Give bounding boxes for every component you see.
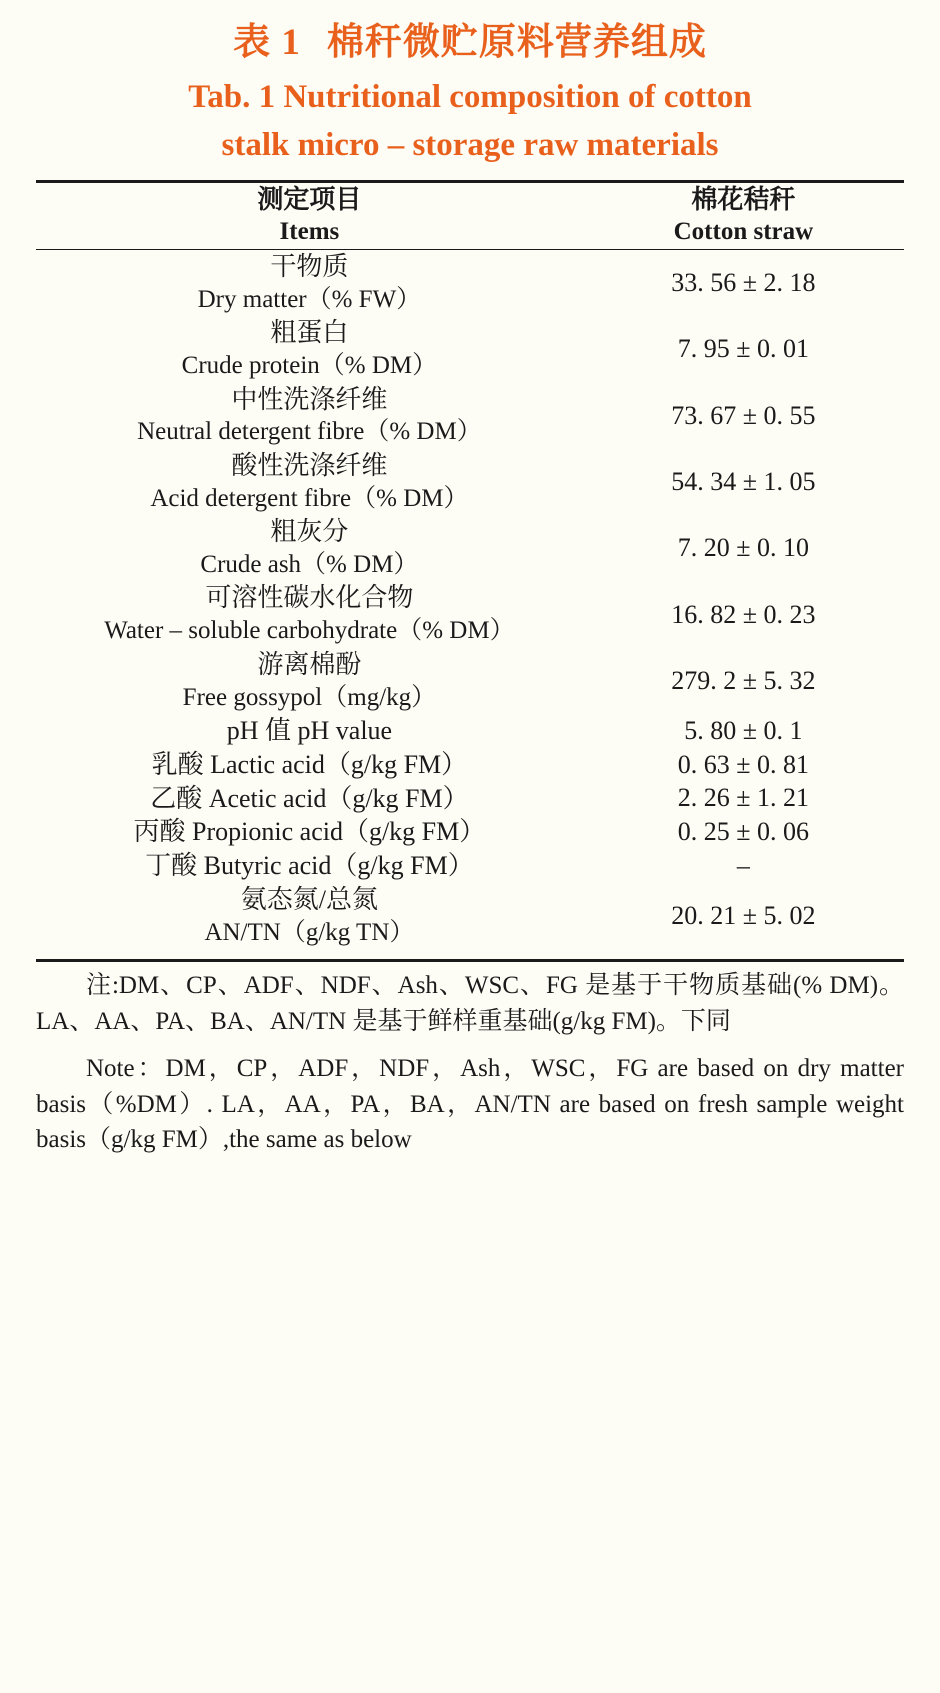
header-items-en: Items (279, 218, 340, 246)
row-label (36, 815, 583, 849)
row-label (36, 515, 583, 581)
row-value-cell (583, 883, 904, 949)
row-value-cell (583, 648, 904, 714)
row-value-cell (583, 782, 904, 816)
row-value-cell (583, 849, 904, 883)
table-header-row (36, 183, 904, 249)
table-row (36, 883, 904, 949)
row-value-cell (583, 515, 904, 581)
row-label (36, 782, 583, 816)
row-label (36, 849, 583, 883)
row-label-en: Crude protein（% DM） (181, 352, 438, 380)
row-value: 5. 80 ± 0. 1 (684, 715, 803, 745)
row-value-cell (583, 581, 904, 647)
table-notes (36, 968, 904, 1158)
table-row (36, 515, 904, 581)
caption-chinese-number: 表 1 (233, 22, 301, 63)
row-label-single: 乳酸 Lactic acid（g/kg FM） (151, 749, 468, 779)
row-label-single: 丁酸 Butyric acid（g/kg FM） (145, 851, 474, 881)
row-label (36, 250, 583, 316)
table-row (36, 815, 904, 849)
caption-english-line2: stalk micro – storage raw materials (221, 126, 719, 163)
row-value: 7. 95 ± 0. 01 (677, 334, 810, 364)
table-caption (36, 18, 904, 170)
row-value-cell (583, 815, 904, 849)
header-cotton-cn: 棉花秸秆 (691, 184, 796, 214)
table-row (36, 849, 904, 883)
caption-english-line1: Tab. 1 Nutritional composition of cotton (188, 78, 752, 115)
table-row (36, 316, 904, 382)
header-cell-cotton-straw (583, 183, 904, 249)
row-label-cn: 粗灰分 (270, 517, 349, 547)
row-label-en: Dry matter（% FW） (197, 285, 422, 313)
row-value: 33. 56 ± 2. 18 (671, 268, 816, 298)
row-label (36, 581, 583, 647)
row-label-cn: 可溶性碳水化合物 (205, 583, 414, 613)
row-label-single: pH 值 pH value (226, 716, 393, 745)
table-row (36, 383, 904, 449)
table-row (36, 648, 904, 714)
caption-english (36, 74, 904, 170)
row-value: 16. 82 ± 0. 23 (671, 599, 816, 629)
row-label-single: 乙酸 Acetic acid（g/kg FM） (150, 783, 469, 813)
table-bottom-rule (36, 959, 904, 962)
row-value: 279. 2 ± 5. 32 (671, 665, 816, 695)
row-label (36, 883, 583, 949)
row-label (36, 714, 583, 748)
row-label-cn: 中性洗涤纤维 (231, 384, 388, 414)
row-label (36, 449, 583, 515)
row-value-cell (583, 449, 904, 515)
row-value: 0. 63 ± 0. 81 (677, 749, 810, 779)
table-row (36, 581, 904, 647)
row-label-en: Acid detergent fibre（% DM） (150, 484, 469, 512)
row-label (36, 383, 583, 449)
row-label (36, 748, 583, 782)
row-label-cn: 粗蛋白 (270, 318, 349, 348)
nutrition-table (36, 183, 904, 249)
row-label (36, 316, 583, 382)
row-value: – (736, 851, 750, 881)
row-label-en: Free gossypol（mg/kg） (182, 683, 437, 711)
row-value: 7. 20 ± 0. 10 (677, 533, 810, 563)
caption-chinese-text: 棉秆微贮原料营养组成 (326, 22, 707, 63)
table-row (36, 250, 904, 316)
row-label-cn: 游离棉酚 (257, 649, 362, 679)
table-row (36, 782, 904, 816)
row-label-en: AN/TN（g/kg TN） (204, 918, 415, 946)
row-value: 20. 21 ± 5. 02 (671, 901, 816, 931)
row-label-en: Neutral detergent fibre（% DM） (137, 418, 482, 446)
note-chinese: 注:DM、CP、ADF、NDF、Ash、WSC、FG 是基于干物质基础(% DM)。LA、AA、PA、BA、AN/TN 是基于鲜样重基础(g/kg FM)。下同 (36, 972, 904, 1035)
row-value: 0. 25 ± 0. 06 (677, 817, 810, 847)
table-row (36, 449, 904, 515)
row-value-cell (583, 383, 904, 449)
row-value: 73. 67 ± 0. 55 (671, 400, 816, 430)
row-label-cn: 酸性洗涤纤维 (231, 450, 388, 480)
row-value-cell (583, 714, 904, 748)
row-value-cell (583, 748, 904, 782)
note-english: Note：DM，CP，ADF，NDF，Ash，WSC，FG are based on dry matter basis（%DM）. LA，AA，PA，BA，AN/TN are based on fresh sample weight basis（g/kg FM）,the same as below (36, 1055, 904, 1154)
header-items-cn: 测定项目 (257, 184, 362, 214)
row-label-cn: 干物质 (270, 251, 349, 281)
row-label-cn: 氨态氮/总氮 (240, 884, 379, 914)
nutrition-table-body (36, 250, 904, 949)
header-cell-items (36, 183, 583, 249)
caption-chinese (36, 18, 904, 68)
row-value: 54. 34 ± 1. 05 (671, 466, 816, 496)
table-row (36, 714, 904, 748)
row-label-en: Crude ash（% DM） (200, 550, 419, 578)
row-label (36, 648, 583, 714)
header-cotton-en: Cotton straw (673, 218, 814, 246)
row-label-single: 丙酸 Propionic acid（g/kg FM） (133, 817, 486, 847)
row-value-cell (583, 316, 904, 382)
row-value: 2. 26 ± 1. 21 (677, 783, 810, 813)
table-row (36, 748, 904, 782)
row-label-en: Water – soluble carbohydrate（% DM） (104, 617, 515, 645)
row-value-cell (583, 250, 904, 316)
